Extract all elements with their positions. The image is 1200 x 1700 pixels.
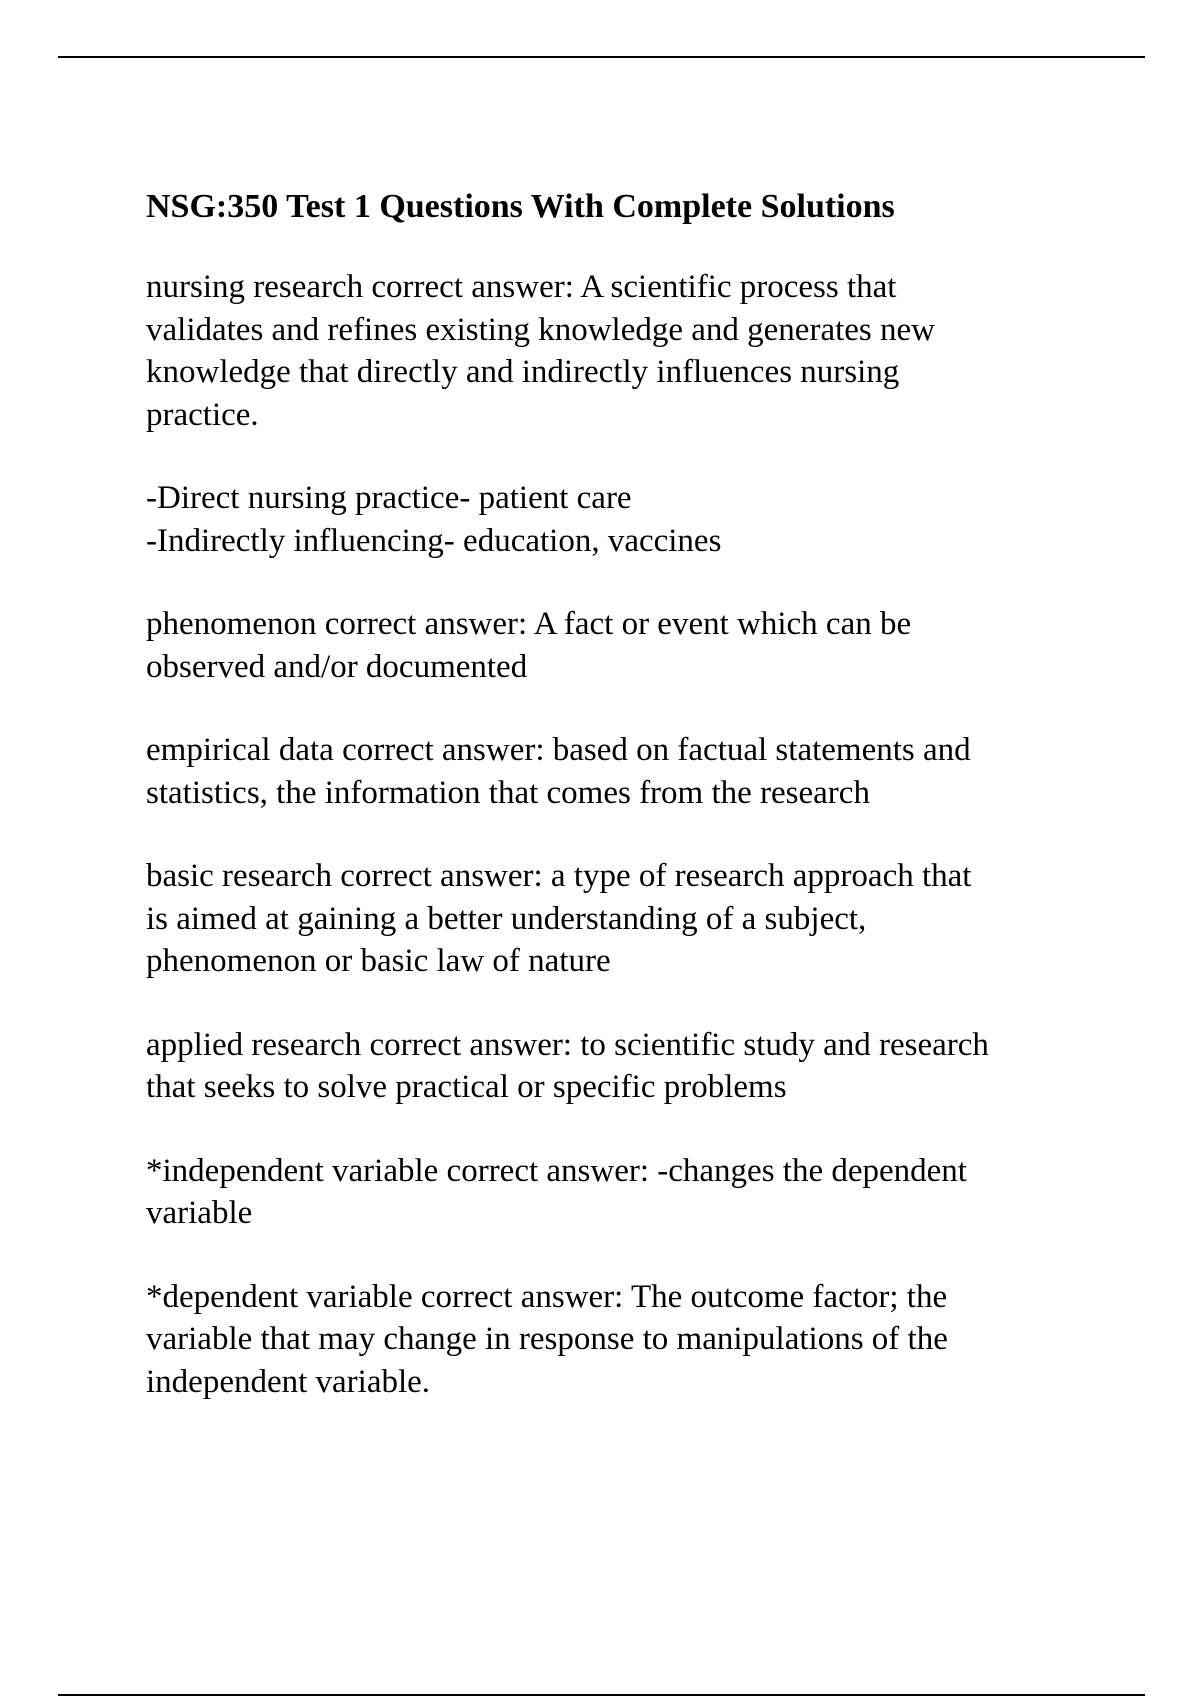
entry-line: nursing research correct answer: A scientific process that: [146, 269, 897, 305]
entry-nursing-research: [146, 266, 1106, 436]
entry-line: *dependent variable correct answer: The outcome factor; the: [146, 1278, 948, 1315]
top-divider: [58, 56, 1145, 58]
entry-line: variable that may change in response to manipulations of the: [146, 1321, 948, 1357]
entry-line: phenomenon correct answer: A fact or event which can be: [146, 606, 912, 642]
document-body: [146, 186, 1106, 1444]
entry-line: -Direct nursing practice- patient care: [146, 480, 632, 516]
entry-basic-research: [146, 855, 1106, 983]
entry-line: observed and/or documented: [146, 648, 528, 685]
entry-line: practice.: [146, 396, 259, 433]
document-title: NSG:350 Test 1 Questions With Complete Solutions: [146, 188, 895, 225]
entry-applied-research: [146, 1024, 1106, 1109]
entry-phenomenon: [146, 603, 1106, 688]
entry-line: *independent variable correct answer: -changes the dependent: [146, 1152, 967, 1189]
entry-line: knowledge that directly and indirectly influences nursing: [146, 354, 900, 390]
entry-line: statistics, the information that comes from the research: [146, 774, 870, 811]
entry-line: is aimed at gaining a better understanding of a subject,: [146, 900, 867, 937]
entry-line: that seeks to solve practical or specific problems: [146, 1069, 787, 1105]
entry-dependent-variable: [146, 1276, 1106, 1404]
bottom-divider: [58, 1694, 1145, 1696]
entry-empirical-data: [146, 729, 1106, 814]
entry-line: -Indirectly influencing- education, vaccines: [146, 522, 722, 559]
entry-line: empirical data correct answer: based on factual statements and: [146, 732, 971, 768]
entry-line: validates and refines existing knowledge and generates new: [146, 311, 935, 348]
entry-practice-notes: [146, 477, 1106, 562]
entry-line: independent variable.: [146, 1363, 431, 1400]
entry-line: variable: [146, 1195, 253, 1231]
entry-independent-variable: [146, 1150, 1106, 1235]
entry-line: phenomenon or basic law of nature: [146, 943, 611, 979]
entry-line: basic research correct answer: a type of research approach that: [146, 858, 972, 894]
entry-line: applied research correct answer: to scientific study and research: [146, 1026, 989, 1063]
